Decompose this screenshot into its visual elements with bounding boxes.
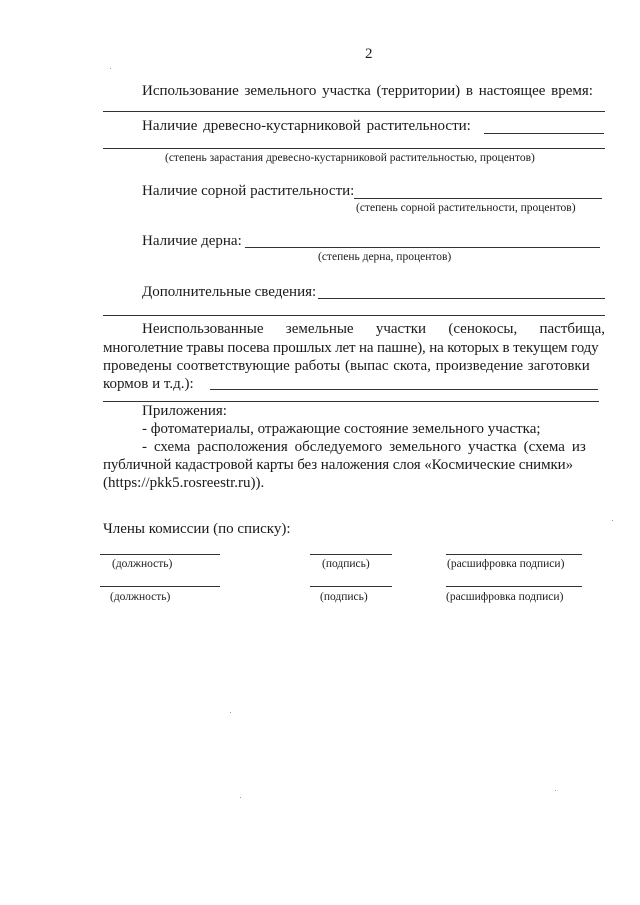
woody-vegetation-line-inline[interactable]: [484, 133, 604, 134]
position-caption: (должность): [112, 558, 173, 570]
signature-caption: (подпись): [320, 591, 368, 603]
turf-line[interactable]: [245, 247, 600, 248]
turf-label: Наличие дерна:: [142, 233, 242, 249]
woody-vegetation-label: Наличие древесно-кустарниковой растительности:: [142, 118, 471, 134]
signature-line[interactable]: [310, 586, 392, 587]
land-use-label: Использование земельного участка (территории) в настоящее время:: [142, 83, 593, 99]
additional-info-line-inline[interactable]: [318, 298, 605, 299]
unused-land-line1: [142, 320, 605, 338]
unused-land-line2: многолетние травы посева прошлых лет на пашне), на которых в текущем году: [103, 340, 599, 356]
woody-vegetation-line[interactable]: [103, 148, 605, 149]
signature-caption: (подпись): [322, 558, 370, 570]
attachment-scheme-line3: (https://pkk5.rosreestr.ru)).: [103, 475, 265, 491]
attachment-scheme-line1: - схема расположения обследуемого земельного участка (схема из: [142, 439, 586, 455]
position-line[interactable]: [100, 586, 220, 587]
commission-title: Члены комиссии (по списку):: [103, 521, 291, 537]
signature-decoding-caption: (расшифровка подписи): [447, 558, 565, 570]
unused-land-line4: кормов и т.д.):: [103, 376, 194, 392]
weeds-label: Наличие сорной растительности:: [142, 183, 355, 199]
additional-info-line[interactable]: [103, 315, 605, 316]
scan-speck: [240, 797, 241, 798]
position-caption: (должность): [110, 591, 171, 603]
scan-speck: [230, 712, 231, 713]
additional-info-label: Дополнительные сведения:: [142, 284, 317, 300]
scan-speck: [110, 68, 111, 69]
page-number: 2: [365, 46, 373, 62]
weeds-line[interactable]: [354, 198, 602, 199]
unused-word: (сенокосы,: [448, 321, 518, 337]
woody-vegetation-caption: (степень зарастания древесно-кустарниковой растительностью, процентов): [165, 152, 535, 164]
weeds-caption: (степень сорной растительности, процентов): [356, 202, 576, 214]
unused-word: пастбища,: [539, 321, 605, 337]
position-line[interactable]: [100, 554, 220, 555]
unused-land-line3: проведены соответствующие работы (выпас скота, произведение заготовки: [103, 358, 590, 374]
unused-land-line-inline[interactable]: [210, 389, 598, 390]
land-use-line[interactable]: [103, 111, 605, 112]
unused-word: земельные: [285, 321, 354, 337]
unused-word: участки: [375, 321, 427, 337]
scan-speck: [555, 790, 556, 791]
turf-caption: (степень дерна, процентов): [318, 251, 452, 263]
scan-speck: [612, 520, 613, 521]
attachments-title: Приложения:: [142, 403, 227, 419]
signature-decoding-line[interactable]: [446, 554, 582, 555]
signature-line[interactable]: [310, 554, 392, 555]
signature-decoding-line[interactable]: [446, 586, 582, 587]
attachment-photos: - фотоматериалы, отражающие состояние земельного участка;: [142, 421, 541, 437]
unused-word: Неиспользованные: [142, 321, 264, 337]
signature-decoding-caption: (расшифровка подписи): [446, 591, 564, 603]
attachment-scheme-line2: публичной кадастровой карты без наложения слоя «Космические снимки»: [103, 457, 574, 473]
